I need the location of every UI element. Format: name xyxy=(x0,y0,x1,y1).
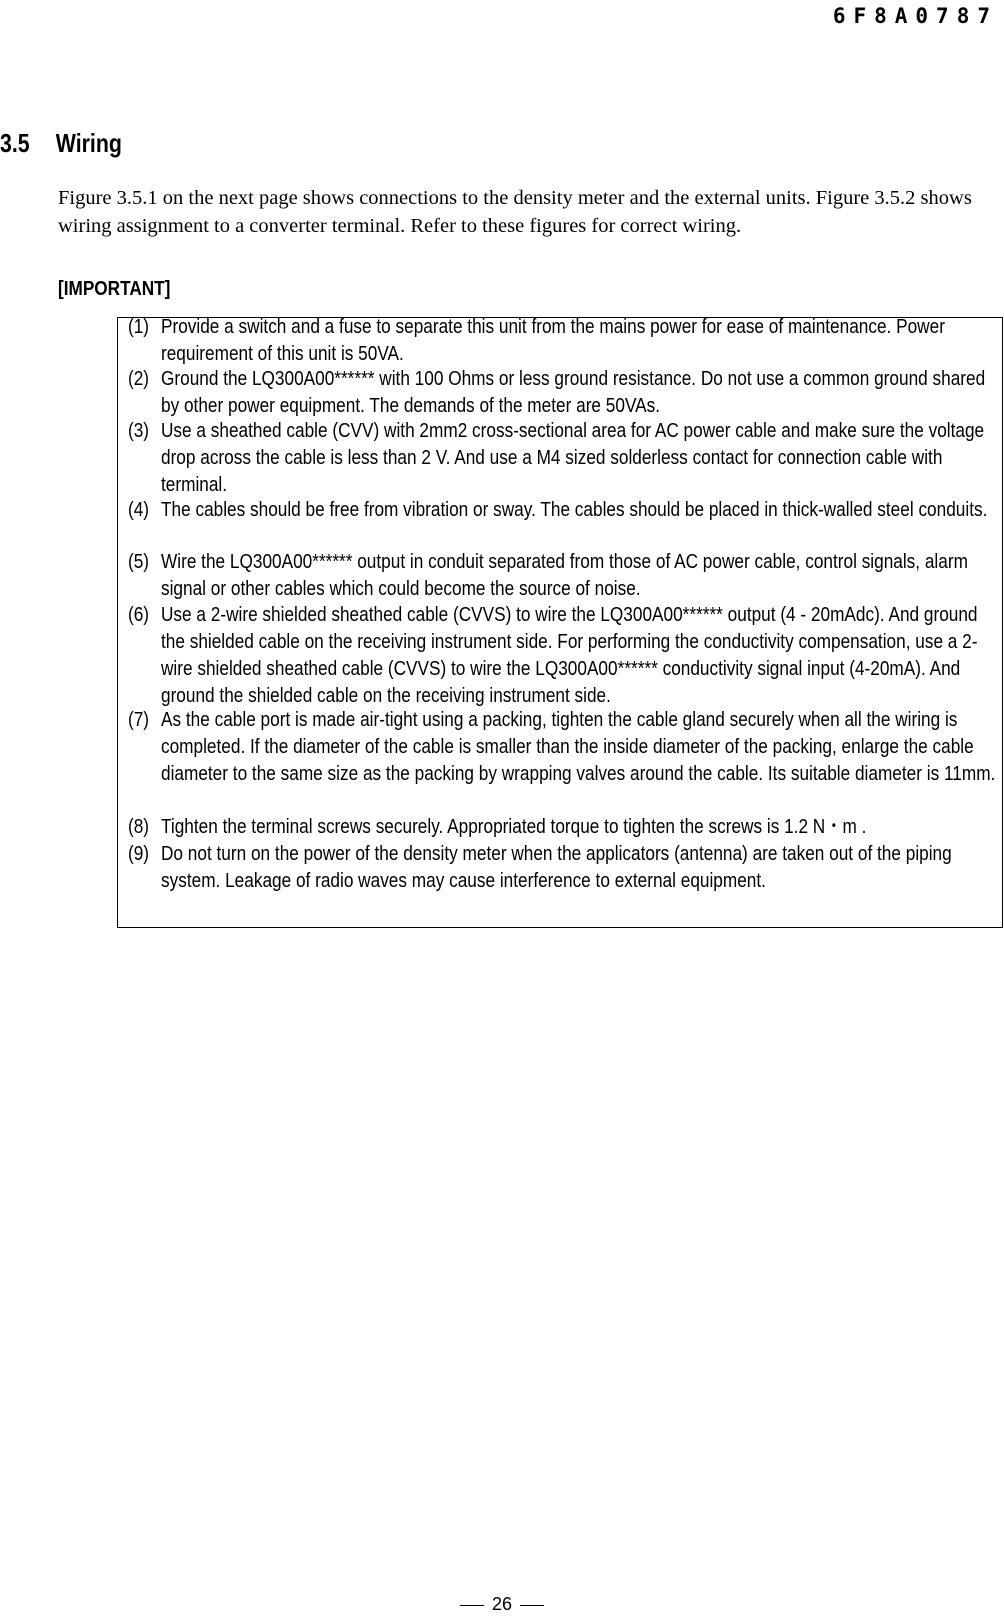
notice-item-text: Wire the LQ300A00****** output in conduit separated from those of AC power cable, control signals, alarm signal or other cables which could become the source of noise. xyxy=(161,550,968,600)
notice-item-text: Do not turn on the power of the density meter when the applicators (antenna) are taken out of the piping system. Leakage of radio waves may cause interference to external equipment. xyxy=(161,842,952,892)
notice-item-number: (2) xyxy=(128,367,150,390)
important-notice-box xyxy=(117,317,1003,928)
notice-item-number: (6) xyxy=(128,603,150,626)
section-number: 3.5 xyxy=(0,128,30,158)
notice-item-text: Use a sheathed cable (CVV) with 2mm2 cross-sectional area for AC power cable and make sure the voltage drop across the cable is less than 2 V. And use a M4 sized solderless contact for connection cable with terminal. xyxy=(161,419,985,496)
notice-item-number: (9) xyxy=(128,842,150,865)
notice-item-number: (3) xyxy=(128,419,150,442)
footer-dash-left xyxy=(460,1605,484,1606)
footer-dash-right xyxy=(520,1605,544,1606)
important-label: [IMPORTANT] xyxy=(58,278,171,300)
intro-paragraph: Figure 3.5.1 on the next page shows connections to the density meter and the external units. Figure 3.5.2 shows wiring assignment to a converter terminal. Refer to these figures for correct wiring. xyxy=(58,187,972,237)
notice-item-number: (1) xyxy=(128,317,150,338)
notice-item-text: Ground the LQ300A00****** with 100 Ohms or less ground resistance. Do not use a common ground shared by other power equipment. The demands of the meter are 50VAs. xyxy=(161,367,986,417)
notice-item-text: Provide a switch and a fuse to separate this unit from the mains power for ease of maintenance. Power requirement of this unit is 50VA. xyxy=(161,317,945,365)
notice-item-text: As the cable port is made air-tight using a packing, tighten the cable gland securely when all the wiring is completed. If the diameter of the cable is smaller than the inside diameter of the packing, enlarge the cable diameter to the same size as the packing by wrapping valves around the cable. Its suitable diameter is 11mm. xyxy=(161,708,996,785)
page-footer xyxy=(0,1594,1004,1615)
notice-item-text: The cables should be free from vibration or sway. The cables should be placed in thick-walled steel conduits. xyxy=(161,498,988,521)
document-code: 6F8A0787 xyxy=(832,4,998,28)
notice-item-number: (7) xyxy=(128,708,150,731)
notice-item-text: Use a 2-wire shielded sheathed cable (CVVS) to wire the LQ300A00****** output (4 - 20mAdc). And ground the shielded cable on the receiving instrument side. For performing the conductivity compensation, use a 2-wire shielded sheathed cable (CVVS) to wire the LQ300A00****** conductivity signal input (4-20mA). And ground the shielded cable on the receiving instrument side. xyxy=(161,603,978,707)
notice-item-number: (4) xyxy=(128,498,150,521)
section-heading xyxy=(0,128,122,159)
notice-item-number: (8) xyxy=(128,815,150,838)
notice-item-number: (5) xyxy=(128,550,150,573)
section-title: Wiring xyxy=(55,128,122,158)
notice-item-text: Tighten the terminal screws securely. Appropriated torque to tighten the screws is 1.2 N・m . xyxy=(161,815,867,838)
page-number: 26 xyxy=(491,1594,513,1614)
